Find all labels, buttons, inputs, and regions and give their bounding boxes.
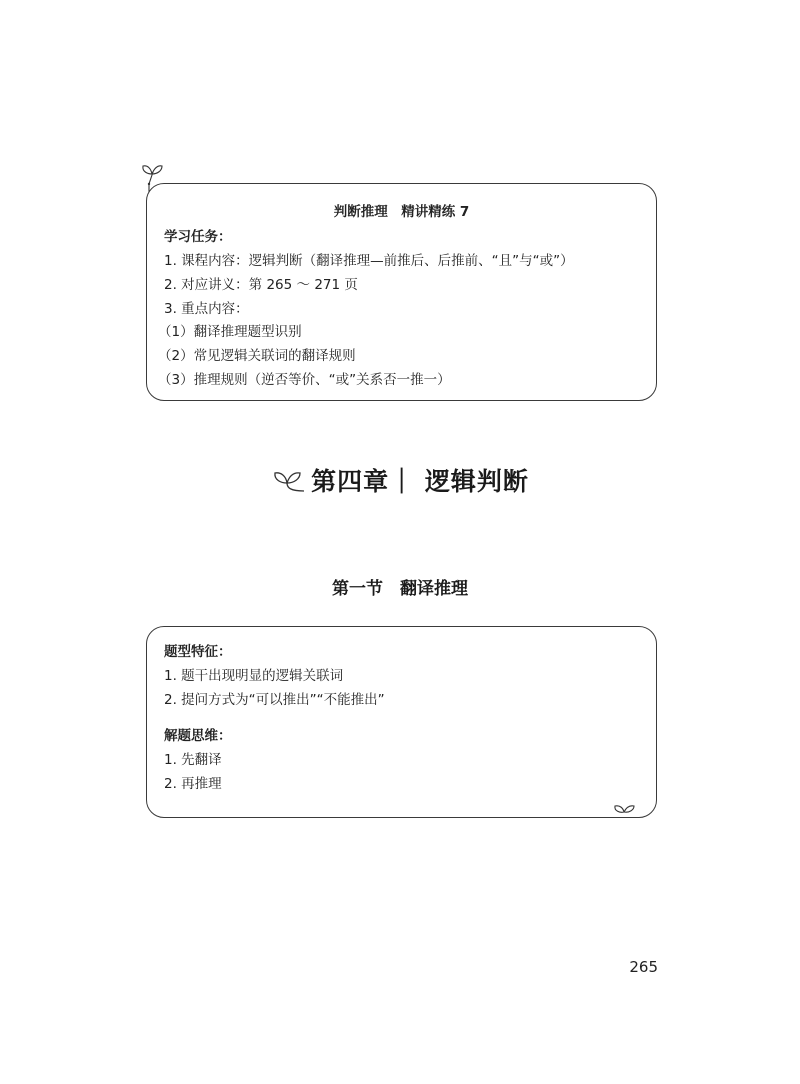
- page-number: 265: [629, 958, 658, 976]
- sprout-icon: [271, 465, 307, 495]
- section-title: 第一节 翻译推理: [332, 579, 468, 599]
- task-line: （1）翻译推理题型识别: [158, 324, 302, 340]
- method-heading: 解题思维：: [164, 728, 232, 744]
- task-line: （2）常见逻辑关联词的翻译规则: [158, 348, 356, 364]
- task-line: 1. 课程内容：逻辑判断（翻译推理—前推后、后推前、“且”与“或”）: [164, 253, 574, 269]
- feature-line: 1. 题干出现明显的逻辑关联词: [164, 668, 344, 684]
- sprout-icon: [612, 801, 636, 815]
- box-title: 判断推理 精讲精练 7: [333, 204, 470, 220]
- chapter-title: 第四章｜ 逻辑判断: [311, 467, 529, 496]
- task-line: （3）推理规则（逆否等价、“或”关系否一推一）: [158, 372, 451, 388]
- task-line: 3. 重点内容：: [164, 301, 249, 317]
- chapter-heading: [0, 462, 800, 502]
- method-line: 1. 先翻译: [164, 752, 222, 768]
- feature-line: 2. 提问方式为“可以推出”“不能推出”: [164, 692, 385, 708]
- method-line: 2. 再推理: [164, 776, 222, 792]
- feature-heading: 题型特征：: [164, 644, 232, 660]
- study-task-heading: 学习任务：: [164, 229, 232, 245]
- task-line: 2. 对应讲义：第 265 ～ 271 页: [164, 277, 358, 293]
